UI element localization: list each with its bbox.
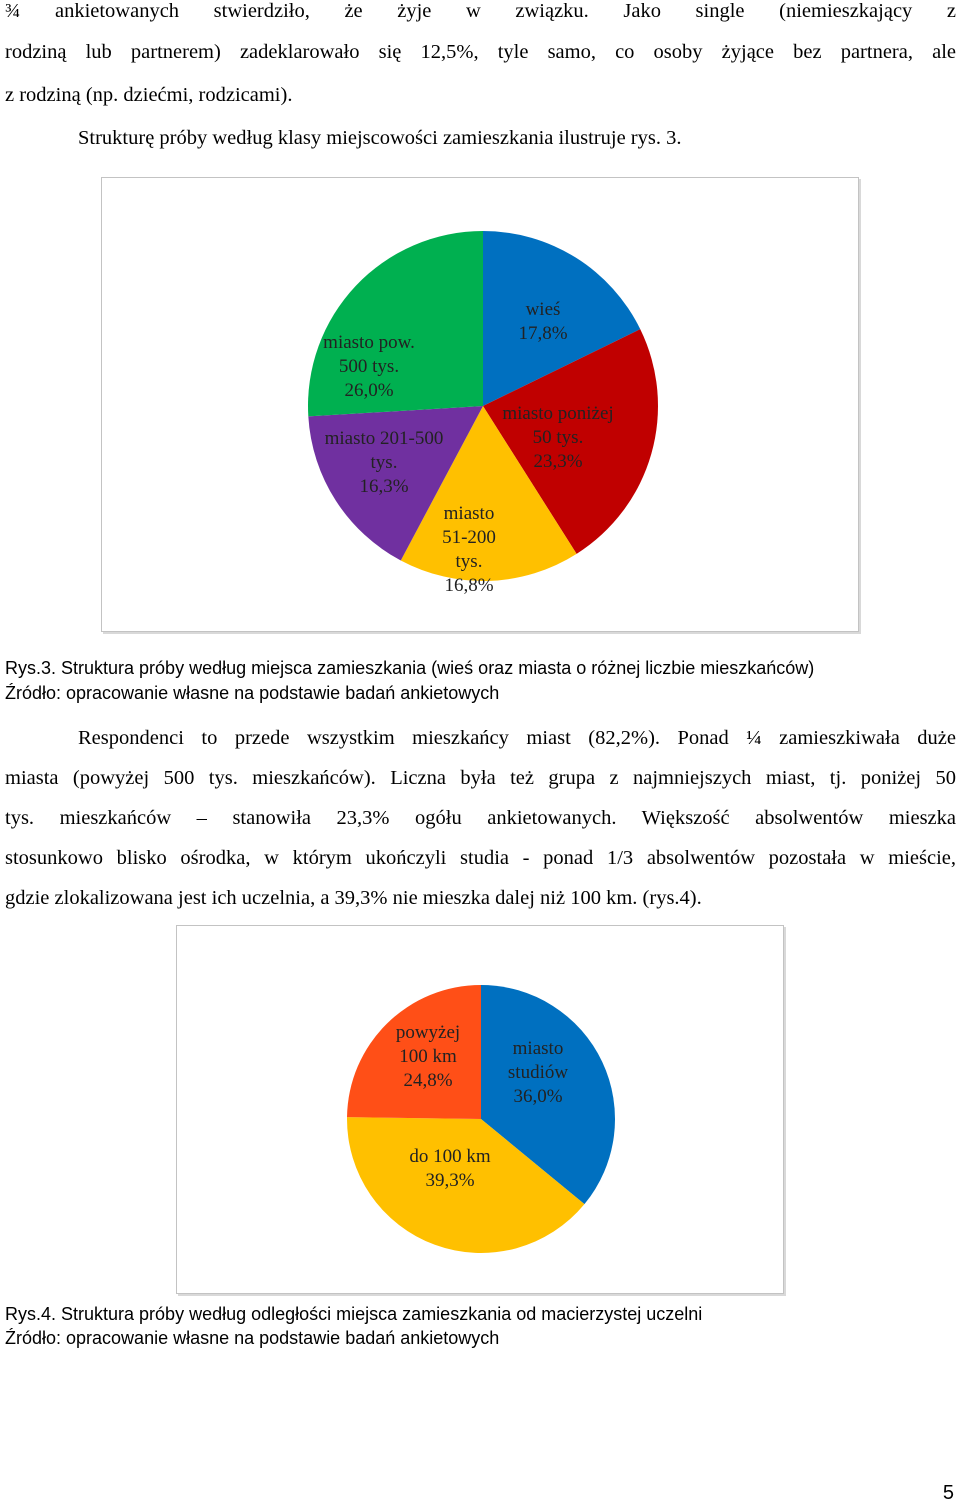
chart3-label-3: miasto 51-200 tys. 16,8% [442,503,496,596]
chart4-label-2: do 100 km 39,3% [409,1146,491,1191]
paragraph2-line1: Respondenci to przede wszystkim mieszkańcy miast (82,2%). Ponad ¼ zamieszkiwała duże [78,727,956,749]
chart3-slice-5 [308,231,483,416]
chart3-label-5: miasto pow. 500 tys. 26,0% [323,332,415,401]
chart4-label-1: miasto studiów 36,0% [507,1038,569,1107]
paragraph2-line4: stosunkowo blisko ośrodka, w którym ukończyli studia - ponad 1/3 absolwentów pozostała w mieście, [5,847,956,869]
paragraph1-line3: z rodziną (np. dziećmi, rodzicami). [5,84,293,106]
chart3-pie [102,178,858,631]
chart3-frame [101,177,859,632]
chart3-caption: Rys.3. Struktura próby według miejsca zamieszkania (wieś oraz miasta o różnej liczbie mieszkańców) [5,658,815,678]
chart4-label-3: powyżej 100 km 24,8% [395,1022,461,1091]
chart4-frame [176,925,784,1294]
chart4-caption: Rys.4. Struktura próby według odległości miejsca zamieszkania od macierzystej uczelni [5,1304,703,1324]
paragraph1-line2: rodziną lub partnerem) zadeklarowało się 12,5%, tyle samo, co osoby żyjące bez partnera, ale [5,41,956,63]
chart3-label-1: wieś 17,8% [518,299,568,344]
paragraph1-line4: Strukturę próby według klasy miejscowości zamieszkania ilustruje rys. 3. [78,127,682,149]
paragraph2-line5: gdzie zlokalizowana jest ich uczelnia, a 39,3% nie mieszka dalej niż 100 km. (rys.4). [5,887,702,909]
chart3-source: Źródło: opracowanie własne na podstawie badań ankietowych [5,683,500,703]
chart3-label-2: miasto poniżej 50 tys. 23,3% [502,403,614,472]
chart3-label-4: miasto 201-500 tys. 16,3% [324,428,444,497]
chart4-pie [177,926,783,1293]
paragraph2-line2: miasta (powyżej 500 tys. mieszkańców). Liczna była też grupa z najmniejszych miast, tj. poniżej 50 [5,767,956,789]
paragraph1-line1: ¾ ankietowanych stwierdziło, że żyje w związku. Jako single (niemieszkający z [5,0,956,22]
chart4-source: Źródło: opracowanie własne na podstawie badań ankietowych [5,1328,500,1348]
page-number: 5 [942,1482,954,1504]
paragraph2-line3: tys. mieszkańców – stanowiła 23,3% ogółu ankietowanych. Większość absolwentów mieszka [5,807,956,829]
